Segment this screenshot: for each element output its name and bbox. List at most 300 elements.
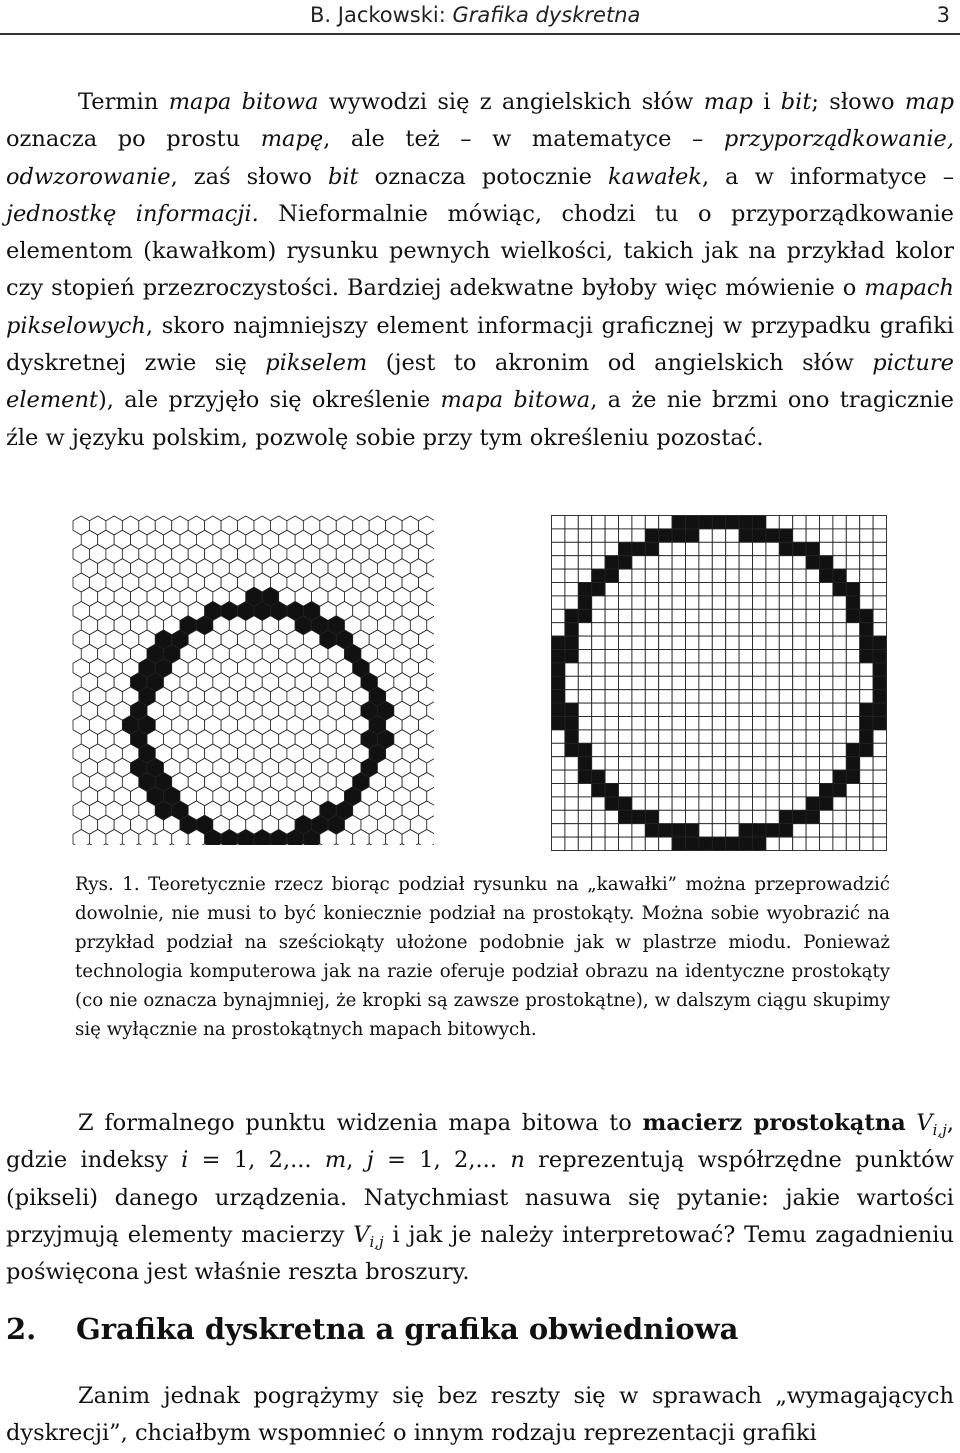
square-pixel [672, 784, 685, 797]
square-pixel [712, 784, 725, 797]
square-pixel-on [645, 542, 658, 555]
square-pixel [739, 690, 752, 703]
square-pixel [565, 663, 578, 676]
square-pixel [699, 770, 712, 783]
square-pixel [632, 730, 645, 743]
square-pixel [820, 703, 833, 716]
square-pixel [619, 676, 632, 689]
square-pixel [860, 757, 873, 770]
square-pixel-on [860, 609, 873, 622]
square-pixel [659, 596, 672, 609]
square-pixel [686, 770, 699, 783]
square-pixel [712, 542, 725, 555]
square-pixel [565, 837, 578, 850]
square-pixel [552, 596, 565, 609]
square-pixel [753, 743, 766, 756]
square-pixel [578, 837, 591, 850]
square-pixel [846, 516, 859, 529]
square-pixel [753, 690, 766, 703]
square-pixel [806, 743, 819, 756]
square-pixel [645, 730, 658, 743]
square-pixel [820, 676, 833, 689]
square-pixel [578, 703, 591, 716]
square-pixel-on [632, 542, 645, 555]
square-pixel [659, 757, 672, 770]
square-pixel-on [619, 556, 632, 569]
square-pixel [846, 650, 859, 663]
square-pixel [659, 650, 672, 663]
square-pixel [873, 810, 886, 823]
square-pixel [820, 824, 833, 837]
square-pixel [659, 663, 672, 676]
square-pixel [645, 663, 658, 676]
square-pixel [645, 516, 658, 529]
square-pixel [632, 757, 645, 770]
square-pixel [592, 609, 605, 622]
square-pixel [632, 516, 645, 529]
square-pixel [552, 569, 565, 582]
square-pixel [686, 623, 699, 636]
square-pixel [726, 556, 739, 569]
square-pixel-on [873, 717, 886, 730]
square-pixel [659, 730, 672, 743]
square-pixel [565, 583, 578, 596]
square-pixel [739, 623, 752, 636]
square-pixel [820, 837, 833, 850]
square-pixel [766, 609, 779, 622]
square-pixel [632, 596, 645, 609]
square-pixel-on [873, 676, 886, 689]
square-pixel [632, 636, 645, 649]
square-pixel [672, 730, 685, 743]
square-pixel-on [806, 797, 819, 810]
square-pixel [592, 596, 605, 609]
square-pixel [645, 609, 658, 622]
square-pixel [793, 609, 806, 622]
square-pixel [686, 717, 699, 730]
square-pixel [846, 542, 859, 555]
square-pixel-on [659, 824, 672, 837]
square-pixel [632, 650, 645, 663]
square-pixel [686, 797, 699, 810]
square-pixel [619, 569, 632, 582]
square-pixel [672, 542, 685, 555]
square-pixel-on [578, 596, 591, 609]
square-pixel [565, 556, 578, 569]
square-pixel [592, 529, 605, 542]
square-pixel [766, 703, 779, 716]
square-pixel-on [565, 636, 578, 649]
square-pixel [565, 676, 578, 689]
square-pixel [552, 784, 565, 797]
square-pixel [873, 770, 886, 783]
square-pixel [659, 583, 672, 596]
square-pixel [793, 690, 806, 703]
square-pixel [833, 824, 846, 837]
square-pixel [766, 690, 779, 703]
square-pixel [833, 730, 846, 743]
square-pixel [699, 636, 712, 649]
square-pixel [619, 717, 632, 730]
square-pixel [739, 650, 752, 663]
square-pixel [699, 596, 712, 609]
square-pixel [712, 770, 725, 783]
square-pixel [766, 784, 779, 797]
square-pixel [619, 690, 632, 703]
square-pixel [806, 784, 819, 797]
square-pixel [605, 824, 618, 837]
square-pixel [592, 636, 605, 649]
square-pixel [686, 556, 699, 569]
square-pixel [873, 569, 886, 582]
square-pixel [779, 569, 792, 582]
square-pixel [833, 636, 846, 649]
square-pixel [873, 556, 886, 569]
square-pixel-on [712, 837, 725, 850]
square-pixel [860, 583, 873, 596]
square-pixel [726, 636, 739, 649]
square-pixel [793, 797, 806, 810]
square-pixel [645, 690, 658, 703]
square-pixel [846, 569, 859, 582]
square-pixel [873, 757, 886, 770]
square-pixel-on [726, 837, 739, 850]
header-rule [0, 33, 960, 35]
square-pixel-on [645, 810, 658, 823]
square-pixel [833, 556, 846, 569]
square-pixel [632, 797, 645, 810]
square-pixel [753, 810, 766, 823]
square-pixel [699, 703, 712, 716]
square-pixel [846, 797, 859, 810]
square-pixel-on [820, 797, 833, 810]
square-pixel-on [873, 703, 886, 716]
square-pixel [578, 529, 591, 542]
square-pixel [592, 623, 605, 636]
square-pixel [605, 690, 618, 703]
square-pixel [699, 529, 712, 542]
square-pixel [712, 609, 725, 622]
square-pixel-on [578, 609, 591, 622]
square-pixel-on [860, 636, 873, 649]
square-pixel [578, 569, 591, 582]
square-pixel [672, 650, 685, 663]
square-pixel [833, 743, 846, 756]
square-pixel-on [860, 717, 873, 730]
square-pixel [753, 784, 766, 797]
square-pixel [833, 690, 846, 703]
square-pixel [726, 797, 739, 810]
square-pixel [619, 516, 632, 529]
square-pixel [820, 583, 833, 596]
square-pixel-on [686, 516, 699, 529]
square-pixel-on [806, 810, 819, 823]
square-pixel [578, 784, 591, 797]
square-pixel [873, 583, 886, 596]
square-pixel [632, 690, 645, 703]
square-pixel-on [766, 529, 779, 542]
square-pixel [712, 810, 725, 823]
square-pixel [820, 730, 833, 743]
square-pixel-on [565, 650, 578, 663]
square-pixel [860, 837, 873, 850]
square-pixel [793, 529, 806, 542]
square-pixel [793, 556, 806, 569]
square-pixel-on [860, 703, 873, 716]
square-pixel-on [793, 542, 806, 555]
square-pixel [753, 542, 766, 555]
square-pixel [766, 797, 779, 810]
square-pixel-on [552, 690, 565, 703]
square-pixel-on [873, 636, 886, 649]
square-pixel [632, 583, 645, 596]
square-pixel [833, 542, 846, 555]
square-pixel [739, 730, 752, 743]
square-pixel [833, 717, 846, 730]
square-pixel [726, 529, 739, 542]
square-pixel [699, 810, 712, 823]
square-pixel [833, 609, 846, 622]
square-pixel [699, 784, 712, 797]
square-pixel [578, 810, 591, 823]
square-pixel [686, 743, 699, 756]
square-pixel [659, 770, 672, 783]
square-pixel [659, 569, 672, 582]
square-pixel [873, 529, 886, 542]
square-pixel [659, 703, 672, 716]
square-pixel [619, 636, 632, 649]
square-pixel-on [779, 529, 792, 542]
square-pixel [779, 676, 792, 689]
square-pixel [565, 824, 578, 837]
square-pixel [712, 824, 725, 837]
square-pixel-on [753, 824, 766, 837]
square-pixel [726, 583, 739, 596]
square-pixel [592, 556, 605, 569]
square-pixel [860, 770, 873, 783]
square-pixel [793, 516, 806, 529]
square-pixel [753, 663, 766, 676]
square-pixel-on [753, 837, 766, 850]
square-pixel [619, 743, 632, 756]
square-pixel [779, 797, 792, 810]
square-pixel [672, 703, 685, 716]
square-pixel [820, 743, 833, 756]
square-pixel [552, 730, 565, 743]
square-pixel [860, 797, 873, 810]
square-pixel [578, 516, 591, 529]
square-pixel [605, 542, 618, 555]
square-pixel [605, 583, 618, 596]
square-pixel [686, 542, 699, 555]
square-pixel [726, 676, 739, 689]
square-pixel [806, 703, 819, 716]
square-pixel [659, 636, 672, 649]
square-pixel [699, 730, 712, 743]
square-pixel [753, 583, 766, 596]
square-pixel [592, 663, 605, 676]
square-pixel [753, 730, 766, 743]
page-number: 3 [936, 3, 950, 27]
paragraph-macierz: Z formalnego punktu widzenia mapa bitowa to macierz prostokątna $V_{i,j}$, gdzie indeksy i = 1, 2,... m, j = 1, 2,... n reprezentują współrzędne punktów (pikseli) danego urządzenia. Natychmiast nasuwa się pytanie: jakie wartości przyjmują elementy macierzy $V_{i,j}$ i jak je należy interpretować? Temu zagadnieniu poświęcona jest właśnie reszta broszury. [6, 1110, 954, 1286]
square-pixel [552, 824, 565, 837]
square-pixel [739, 676, 752, 689]
square-pixel [699, 690, 712, 703]
square-pixel [820, 770, 833, 783]
square-pixel [686, 569, 699, 582]
square-pixel [753, 717, 766, 730]
square-pixel [793, 757, 806, 770]
square-pixel [578, 623, 591, 636]
square-pixel [766, 583, 779, 596]
square-pixel-on [846, 596, 859, 609]
square-pixel [632, 609, 645, 622]
square-pixel [632, 717, 645, 730]
square-pixel [820, 757, 833, 770]
square-pixel [779, 609, 792, 622]
square-pixel [779, 690, 792, 703]
square-pixel-on [860, 623, 873, 636]
square-pixel [739, 703, 752, 716]
square-pixel-on [672, 824, 685, 837]
square-pixel-on [766, 824, 779, 837]
square-pixel [860, 676, 873, 689]
square-pixel [686, 636, 699, 649]
square-pixel [699, 676, 712, 689]
paragraph-mapa-bitowa: Termin mapa bitowa wywodzi się z angielskich słów map i bit; słowo map oznacza po prostu mapę, ale też – w matematyce – przyporządkowanie, odwzorowanie, zaś słowo bit oznacza potocznie kawałek, a w informatyce – jednostkę informacji. Nieformalnie mówiąc, chodzi tu o przyporządkowanie elementom (kawałkom) rysunku pewnych wielkości, takich jak na przykład kolor czy stopień przezroczystości. Bardziej adekwatne byłoby więc mówienie o mapach pikselowych, skoro najmniejszy element informacji graficznej w przypadku grafiki dyskretnej zwie się pikselem (jest to akronim od angielskich słów picture element), ale przyjęło się określenie mapa bitowa, a że nie brzmi ono tragicznie źle w języku polskim, pozwolę sobie przy tym określeniu pozostać. [6, 89, 954, 451]
square-pixel [565, 810, 578, 823]
square-pixel [739, 663, 752, 676]
square-pixel [565, 784, 578, 797]
square-pixel [793, 770, 806, 783]
square-pixel [846, 824, 859, 837]
square-pixel [779, 717, 792, 730]
square-pixel [686, 583, 699, 596]
square-pixel-on [565, 717, 578, 730]
square-pixel [779, 730, 792, 743]
square-pixel [806, 690, 819, 703]
square-pixel [552, 583, 565, 596]
square-pixel-on [605, 569, 618, 582]
square-pixel [793, 676, 806, 689]
square-pixel-on [686, 529, 699, 542]
square-pixel [793, 703, 806, 716]
square-pixel [860, 810, 873, 823]
square-pixel [699, 757, 712, 770]
square-pixel [739, 636, 752, 649]
square-pixel [820, 516, 833, 529]
square-pixel [552, 757, 565, 770]
square-pixel [873, 743, 886, 756]
square-pixel [806, 583, 819, 596]
square-pixel [833, 596, 846, 609]
square-pixel [766, 837, 779, 850]
square-pixel [860, 596, 873, 609]
square-pixel [619, 837, 632, 850]
square-pixel [645, 717, 658, 730]
square-pixel [739, 556, 752, 569]
square-pixel [712, 663, 725, 676]
square-pixel [766, 556, 779, 569]
square-pixel [820, 636, 833, 649]
square-pixel [632, 837, 645, 850]
square-pixel-on [672, 529, 685, 542]
square-pixel [873, 623, 886, 636]
figure-caption: Rys. 1. Teoretycznie rzecz biorąc podział rysunku na „kawałki” można przeprowadzić dowolnie, nie musi to być koniecznie podział na prostokąty. Można sobie wyobrazić na przykład podział na sześciokąty ułożone podobnie jak w plastrze miodu. Ponieważ technologia komputerowa jak na razie oferuje podział obrazu na identyczne prostokąty (co nie oznacza bynajmniej, że kropki są zawsze prostokątne), w dalszym ciągu skupimy się wyłącznie na prostokątnych mapach bitowych. [75, 874, 890, 1040]
square-pixel [846, 690, 859, 703]
square-pixel [846, 663, 859, 676]
square-pixel [833, 663, 846, 676]
square-pixel [672, 676, 685, 689]
square-pixel [592, 743, 605, 756]
square-pixel [592, 810, 605, 823]
square-pixel [699, 743, 712, 756]
square-pixel [686, 650, 699, 663]
square-pixel [712, 703, 725, 716]
square-pixel [699, 717, 712, 730]
square-pixel-on [565, 703, 578, 716]
square-pixel [712, 717, 725, 730]
square-pixel-on [672, 516, 685, 529]
square-pixel [766, 542, 779, 555]
square-pixel [873, 837, 886, 850]
square-pixel [793, 596, 806, 609]
square-pixel [806, 569, 819, 582]
square-pixel [779, 743, 792, 756]
square-pixel [632, 703, 645, 716]
square-pixel [726, 569, 739, 582]
square-pixel-on [552, 663, 565, 676]
square-pixel [605, 609, 618, 622]
square-pixel [659, 556, 672, 569]
square-pixel [605, 717, 618, 730]
square-pixel-on [779, 542, 792, 555]
square-pixel [739, 717, 752, 730]
square-pixel [739, 542, 752, 555]
square-pixel [779, 757, 792, 770]
square-pixel-on [753, 516, 766, 529]
square-pixel [726, 623, 739, 636]
square-pixel [699, 650, 712, 663]
square-pixel-on [552, 650, 565, 663]
square-pixel [605, 663, 618, 676]
square-pixel [659, 690, 672, 703]
square-pixel-on [659, 529, 672, 542]
square-pixel [619, 596, 632, 609]
square-pixel [686, 690, 699, 703]
square-pixel [779, 784, 792, 797]
square-pixel [605, 676, 618, 689]
square-pixel [712, 583, 725, 596]
square-pixel [699, 824, 712, 837]
square-pixel [726, 824, 739, 837]
square-pixel [779, 636, 792, 649]
square-pixel-on [833, 770, 846, 783]
running-head: B. Jackowski: Grafika dyskretna [310, 3, 641, 27]
square-pixel [686, 596, 699, 609]
square-pixel [699, 542, 712, 555]
square-pixel [726, 542, 739, 555]
square-pixel [833, 797, 846, 810]
square-pixel [779, 770, 792, 783]
square-pixel-on [779, 824, 792, 837]
square-pixel-on [605, 797, 618, 810]
square-pixel [833, 529, 846, 542]
square-pixel [619, 730, 632, 743]
square-pixel [726, 717, 739, 730]
square-pixel [712, 569, 725, 582]
square-pixel [592, 757, 605, 770]
